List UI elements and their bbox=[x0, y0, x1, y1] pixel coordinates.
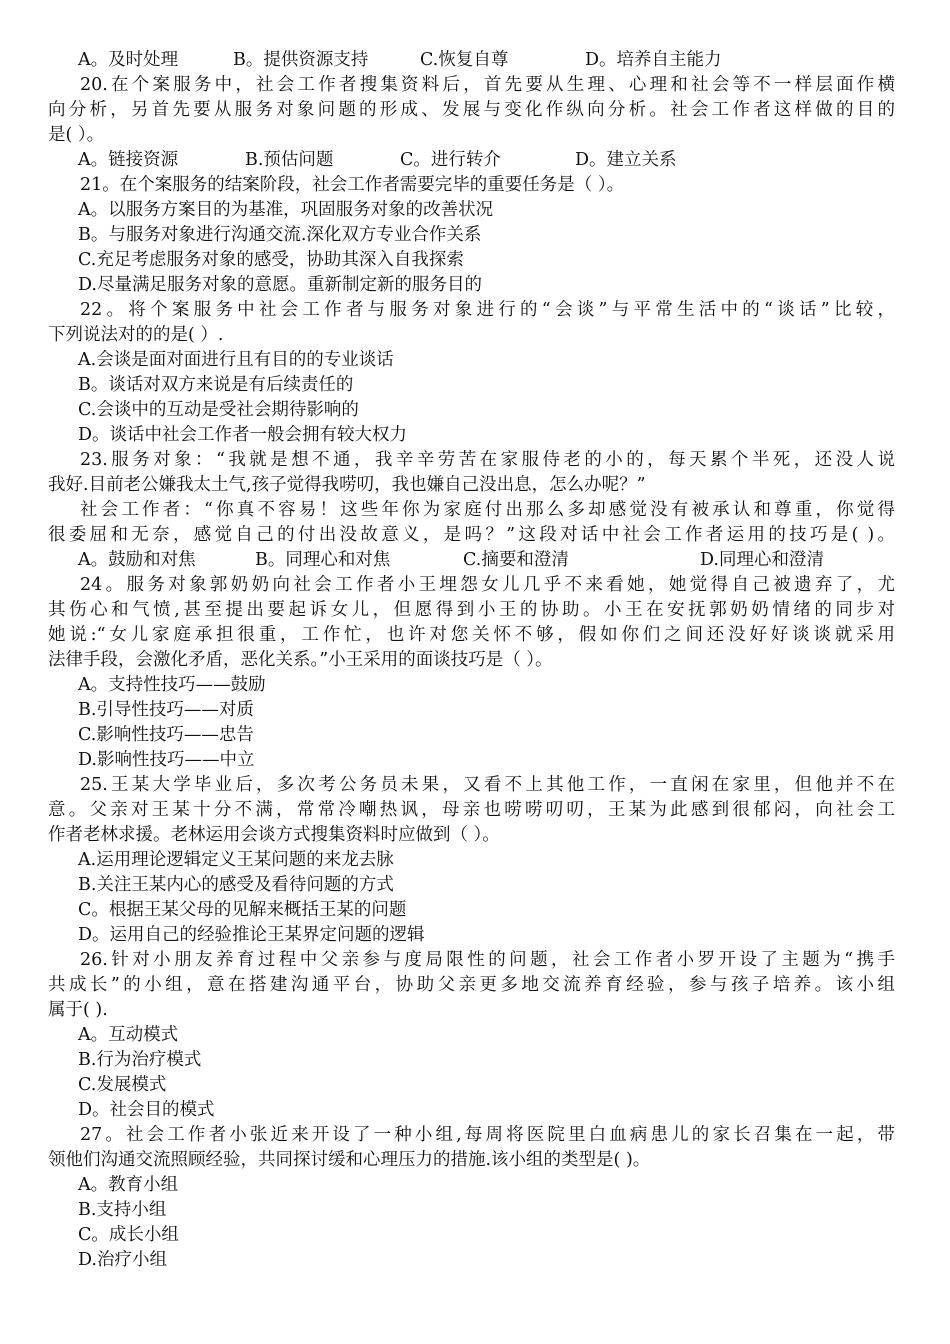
q19-option-b: B。提供资源支持 bbox=[233, 50, 369, 70]
q23-stem-line-1: 23.服务对象：“我就是想不通，我辛辛劳苦在家服侍老的小的，每天累个半死，还没人说 bbox=[80, 450, 895, 470]
q27-option-d: D.治疗小组 bbox=[78, 1250, 167, 1270]
q23-stem-line-2: 我好.目前老公嫌我太土气,孩子觉得我唠叨，我也嫌自己没出息，怎么办呢？” bbox=[48, 475, 646, 495]
q23-option-c: C.摘要和澄清 bbox=[463, 550, 569, 570]
q22-stem-line-1: 22。将个案服务中社会工作者与服务对象进行的“会谈”与平常生活中的“谈话”比较， bbox=[80, 300, 895, 320]
q22-stem-line-2: 下列说法对的的是( ）. bbox=[48, 325, 224, 345]
q23-option-b: B。同理心和对焦 bbox=[255, 550, 391, 570]
q21-option-c: C.充足考虑服务对象的感受，协助其深入自我探索 bbox=[78, 250, 464, 270]
q23-stem-line-4: 很委屈和无奈，感觉自己的付出没故意义，是吗？”这段对话中社会工作者运用的技巧是( )。 bbox=[48, 525, 895, 545]
q26-option-d: D。社会目的模式 bbox=[78, 1100, 215, 1120]
q24-stem-line-1: 24。服务对象郭奶奶向社会工作者小王埋怨女儿几乎不来看她，她觉得自己被遗弃了，尤 bbox=[80, 575, 895, 595]
q24-stem-line-3: 她说:“女儿家庭承担很重，工作忙，也许对您关怀不够，假如你们之间还没好好谈谈就采用 bbox=[48, 625, 895, 645]
q27-option-a: A。教育小组 bbox=[78, 1175, 179, 1195]
q27-option-c: C。成长小组 bbox=[78, 1225, 179, 1245]
q19-option-d: D。培养自主能力 bbox=[585, 50, 722, 70]
q27-option-b: B.支持小组 bbox=[78, 1200, 167, 1220]
q25-stem-line-3: 作者老林求援。老林运用会谈方式搜集资料时应做到（ ）。 bbox=[48, 825, 500, 845]
q22-option-b: B。谈话对双方来说是有后续责任的 bbox=[78, 375, 354, 395]
q26-option-c: C.发展模式 bbox=[78, 1075, 167, 1095]
q20-option-d: D。建立关系 bbox=[575, 150, 677, 170]
q25-stem-line-1: 25.王某大学毕业后，多次考公务员未果，又看不上其他工作，一直闲在家里，但他并不在 bbox=[80, 775, 895, 795]
q21-option-a: A。以服务方案目的为基准，巩固服务对象的改善状况 bbox=[78, 200, 494, 220]
q24-option-b: B.引导性技巧——对质 bbox=[78, 700, 254, 720]
q22-option-d: D。谈话中社会工作者一般会拥有较大权力 bbox=[78, 425, 408, 445]
q24-stem-line-4: 法律手段，会激化矛盾，恶化关系。”小王采用的面谈技巧是（ ）。 bbox=[48, 650, 553, 670]
q20-option-b: B.预估问题 bbox=[245, 150, 334, 170]
q22-option-a: A.会谈是面对面进行且有目的的专业谈话 bbox=[78, 350, 394, 370]
q23-option-d: D.同理心和澄清 bbox=[700, 550, 824, 570]
q20-stem-line-1: 20.在个案服务中，社会工作者搜集资料后，首先要从生理、心理和社会等不一样层面作横 bbox=[80, 75, 895, 95]
q20-option-a: A。链接资源 bbox=[78, 150, 179, 170]
q19-option-a: A。及时处理 bbox=[78, 50, 179, 70]
q24-option-c: C.影响性技巧——忠告 bbox=[78, 725, 254, 745]
q23-option-a: A。鼓励和对焦 bbox=[78, 550, 196, 570]
q22-option-c: C.会谈中的互动是受社会期待影响的 bbox=[78, 400, 359, 420]
q25-option-b: B.关注王某内心的感受及看待问题的方式 bbox=[78, 875, 394, 895]
q26-option-b: B.行为治疗模式 bbox=[78, 1050, 202, 1070]
q24-stem-line-2: 其伤心和气愤,甚至提出要起诉女儿，但愿得到小王的协助。小王在安抚郭奶奶情绪的同步对 bbox=[48, 600, 895, 620]
q26-stem-line-2: 共成长”的小组，意在搭建沟通平台，协助父亲更多地交流养育经验，参与孩子培养。该小组 bbox=[48, 975, 895, 995]
q21-option-d: D.尽量满足服务对象的意愿。重新制定新的服务目的 bbox=[78, 275, 482, 295]
q26-stem-line-3: 属于( ). bbox=[48, 1000, 108, 1020]
q27-stem-line-1: 27。社会工作者小张近来开设了一种小组,每周将医院里白血病患儿的家长召集在一起，带 bbox=[80, 1125, 895, 1145]
q26-stem-line-1: 26.针对小朋友养育过程中父亲参与度局限性的问题，社会工作者小罗开设了主题为“携手 bbox=[80, 950, 895, 970]
q20-option-c: C。进行转介 bbox=[400, 150, 501, 170]
q23-stem-line-3: 社会工作者：“你真不容易！这些年你为家庭付出那么多却感觉没有被承认和尊重，你觉得 bbox=[80, 500, 895, 520]
q24-option-a: A。支持性技巧——鼓励 bbox=[78, 675, 266, 695]
q25-stem-line-2: 意。父亲对王某十分不满，常常冷嘲热讽，母亲也唠唠叨叨，王某为此感到很郁闷，向社会工 bbox=[48, 800, 895, 820]
q21-stem: 21。在个案服务的结案阶段，社会工作者需要完毕的重要任务是（ ）。 bbox=[80, 175, 625, 195]
q27-stem-line-2: 领他们沟通交流照顾经验，共同探讨缓和心理压力的措施.该小组的类型是( )。 bbox=[48, 1150, 651, 1170]
q25-option-c: C。根据王某父母的见解来概括王某的问题 bbox=[78, 900, 407, 920]
q26-option-a: A。互动模式 bbox=[78, 1025, 179, 1045]
q24-option-d: D.影响性技巧——中立 bbox=[78, 750, 255, 770]
q25-option-a: A.运用理论逻辑定义王某问题的来龙去脉 bbox=[78, 850, 394, 870]
q20-stem-line-2: 向分析，另首先要从服务对象问题的形成、发展与变化作纵向分析。社会工作者这样做的目的 bbox=[48, 100, 895, 120]
q19-option-c: C.恢复自尊 bbox=[420, 50, 509, 70]
q20-stem-line-3: 是( ）。 bbox=[48, 125, 105, 145]
q21-option-b: B。与服务对象进行沟通交流.深化双方专业合作关系 bbox=[78, 225, 482, 245]
q25-option-d: D。运用自己的经验推论王某界定问题的逻辑 bbox=[78, 925, 425, 945]
